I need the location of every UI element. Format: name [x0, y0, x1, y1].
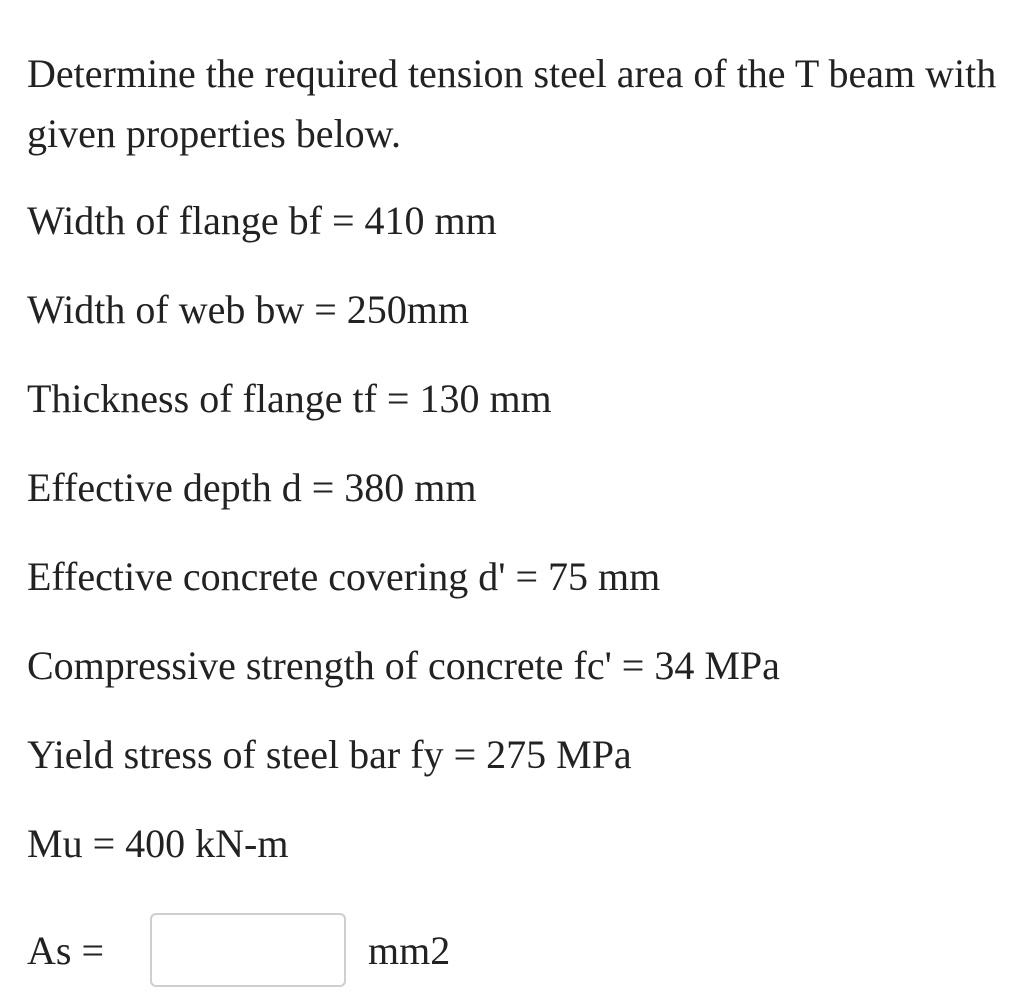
answer-unit: mm2 — [368, 927, 451, 973]
property-web-width: Width of web bw = 250mm — [27, 287, 470, 332]
property-concrete-covering: Effective concrete covering d' = 75 mm — [27, 554, 661, 599]
property-flange-width: Width of flange bf = 410 mm — [27, 198, 497, 243]
property-effective-depth: Effective depth d = 380 mm — [27, 465, 477, 510]
property-flange-thickness: Thickness of flange tf = 130 mm — [27, 376, 552, 421]
property-concrete-strength: Compressive strength of concrete fc' = 34 MPa — [27, 643, 780, 688]
question-text: Determine the required tension steel area of the T beam with given properties below. — [27, 51, 997, 156]
answer-input[interactable] — [150, 913, 346, 987]
property-steel-yield-stress: Yield stress of steel bar fy = 275 MPa — [27, 732, 632, 777]
answer-row — [27, 910, 450, 990]
property-ultimate-moment: Mu = 400 kN-m — [27, 821, 289, 866]
answer-label: As = — [27, 927, 105, 973]
